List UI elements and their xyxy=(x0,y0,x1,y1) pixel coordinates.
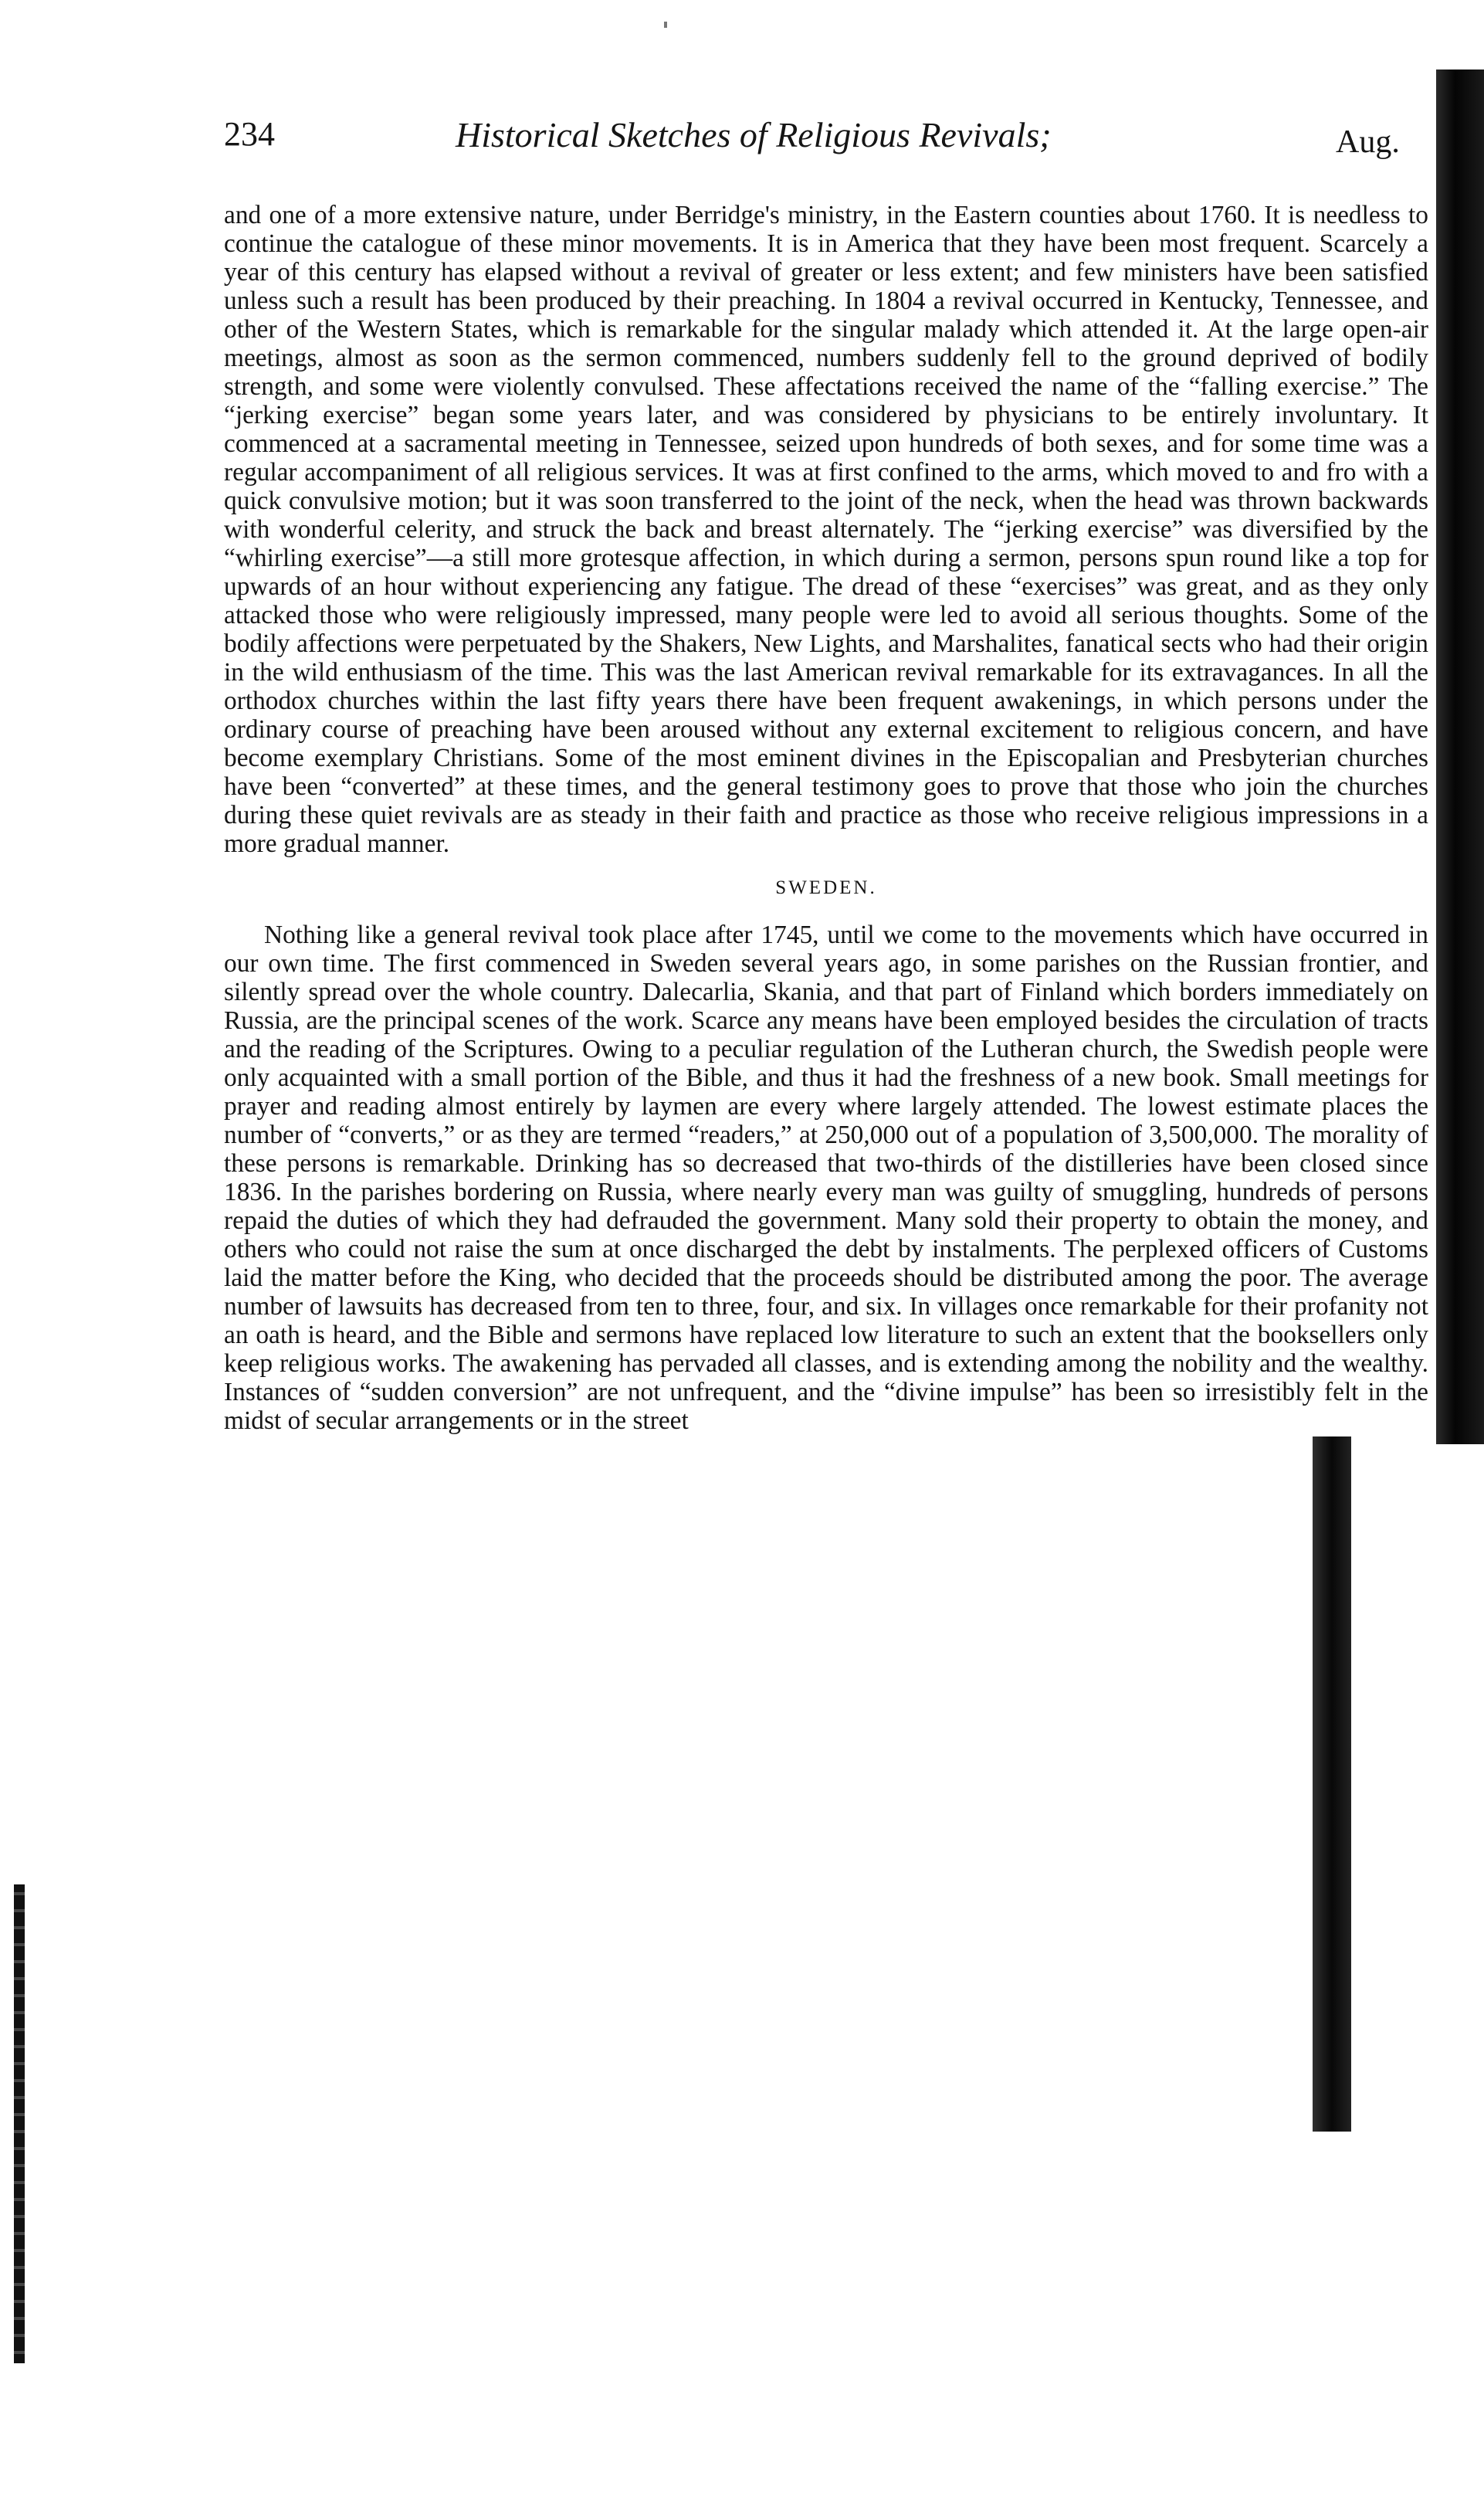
binding-shadow-lower xyxy=(1313,1436,1351,2132)
section-heading: SWEDEN. xyxy=(775,877,877,898)
margin-scan-artifact xyxy=(14,1884,25,2363)
specks xyxy=(664,22,667,28)
running-title: Historical Sketches of Religious Revivals; xyxy=(456,115,1052,154)
header-month: Aug. xyxy=(1336,124,1400,160)
body-text xyxy=(224,201,1428,1435)
paragraph-continuation: and one of a more extensive nature, under Berridge's ministry, in the Eastern counties about 1760. It is needless to continue the catalogue of these minor movements. It is in America that they have been most frequent. Scarcely a year of this century has elapsed without a revival of greater or less extent; and few ministers have been satisfied unless such a result has been produced by their preaching. In 1804 a revival occurred in Kentucky, Tennessee, and other of the Western States, which is remarkable for the singular malady which attended it. At the large open-air meetings, almost as soon as the sermon commenced, numbers suddenly fell to the ground deprived of bodily strength, and some were violently convulsed. These affectations received the name of the “falling exercise.” The “jerking exercise” began some years later, and was considered by physicians to be entirely involuntary. It commenced at a sacramental meeting in Tennessee, seized upon hundreds of both sexes, and for some time was a regular accompaniment of all religious services. It was at first confined to the arms, which moved to and fro with a quick convulsive motion; but it was soon transferred to the joint of the neck, when the head was thrown backwards with wonderful celerity, and struck the back and breast alternately. The “jerking exercise” was diversified by the “whirling exercise”—a still more grotesque affection, in which during a sermon, persons spun round like a top for upwards of an hour without experiencing any fatigue. The dread of these “exercises” was great, and as they only attacked those who were religiously impressed, many people were led to avoid all serious thoughts. Some of the bodily affections were perpetuated by the Shakers, New Lights, and Marshalites, fanatical sects who had their origin in the wild enthusiasm of the time. This was the last American revival remarkable for its extravagances. In all the orthodox churches within the last fifty years there have been frequent awakenings, in which persons under the ordinary course of preaching have been aroused without any external excitement to religious concern, and have become exemplary Christians. Some of the most eminent divines in the Episcopalian and Presbyterian churches have been “converted” at these times, and the general testimony goes to prove that those who join the churches during these quiet revivals are as steady in their faith and practice as those who receive religious impressions in a more gradual manner. xyxy=(224,201,1428,858)
binding-shadow xyxy=(1436,70,1484,1444)
paragraph-sweden: Nothing like a general revival took place after 1745, until we come to the movements which have occurred in our own time. The first commenced in Sweden several years ago, in some parishes on the Russian frontier, and silently spread over the whole country. Dalecarlia, Skania, and that part of Finland which borders immediately on Russia, are the principal scenes of the work. Scarce any means have been employed besides the circulation of tracts and the reading of the Scriptures. Owing to a peculiar regulation of the Lutheran church, the Swedish people were only acquainted with a small portion of the Bible, and thus it had the freshness of a new book. Small meetings for prayer and reading almost entirely by laymen are every where largely attended. The lowest estimate places the number of “converts,” or as they are termed “readers,” at 250,000 out of a population of 3,500,000. The morality of these persons is remarkable. Drinking has so decreased that two-thirds of the distilleries have been closed since 1836. In the parishes bordering on Russia, where nearly every man was guilty of smuggling, hundreds of persons repaid the duties of which they had defrauded the government. Many sold their property to obtain the money, and others who could not raise the sum at once discharged the debt by instalments. The perplexed officers of Customs laid the matter before the King, who decided that the proceeds should be distributed among the poor. The average number of lawsuits has decreased from ten to three, four, and six. In villages once remarkable for their profanity not an oath is heard, and the Bible and sermons have replaced low literature to such an extent that the booksellers only keep religious works. The awakening has pervaded all classes, and is extending among the nobility and the wealthy. Instances of “sudden conversion” are not unfrequent, and the “divine impulse” has been so irresistibly felt in the midst of secular arrangements or in the street xyxy=(224,921,1428,1435)
page-number: 234 xyxy=(224,115,275,153)
page-header xyxy=(224,114,1405,168)
